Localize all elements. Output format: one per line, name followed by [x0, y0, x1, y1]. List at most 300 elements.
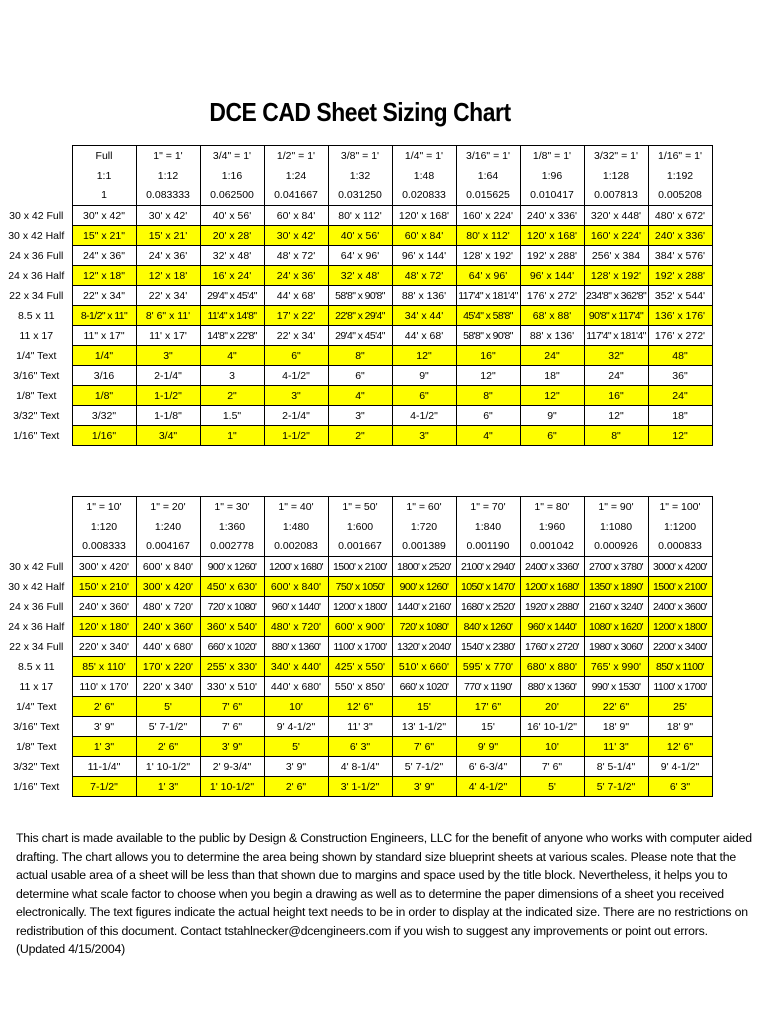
scale-header-cell: 0.002083 [264, 537, 328, 557]
scale-header-cell: 1:24 [264, 166, 328, 186]
table-cell: 8" [328, 346, 392, 366]
table-cell: 1920' x 2880' [520, 597, 584, 617]
scale-header-cell: 1:840 [456, 517, 520, 537]
table-cell: 30' x 42' [264, 226, 328, 246]
table-cell: 3" [392, 426, 456, 446]
table-cell: 8' 5-1/4" [584, 757, 648, 777]
table-cell: 11" x 17" [72, 326, 136, 346]
table-cell: 1100' x 1700' [328, 637, 392, 657]
table-cell: 1' 10-1/2" [200, 777, 264, 797]
table-cell: 2-1/4" [264, 406, 328, 426]
chart-title: DCE CAD Sheet Sizing Chart [209, 97, 511, 127]
scale-header-cell: 0.010417 [520, 186, 584, 206]
row-label: 8.5 x 11 [17, 660, 55, 673]
scale-header-cell: 0.008333 [72, 537, 136, 557]
table-cell: 128' x 192' [584, 266, 648, 286]
row-label: 3/32" Text [13, 760, 60, 773]
table-row [3, 226, 712, 246]
scale-header-cell: 0.031250 [328, 186, 392, 206]
table-cell: 1080' x 1620' [584, 617, 648, 637]
table-cell: 1500' x 2100' [648, 577, 712, 597]
table-cell: 17' x 22' [264, 306, 328, 326]
table-cell: 480' x 720' [264, 617, 328, 637]
table-cell: 1" [200, 426, 264, 446]
scale-header-cell: 3/16" = 1' [456, 146, 520, 166]
table-cell: 18' 9" [584, 717, 648, 737]
table-cell: 1200' x 1680' [264, 557, 328, 577]
scale-header-cell: 1 [72, 186, 136, 206]
table-cell: 6" [264, 346, 328, 366]
table-cell: 22" x 34" [72, 286, 136, 306]
scale-header-cell: 0.007813 [584, 186, 648, 206]
scale-header-cell: 1/16" = 1' [648, 146, 712, 166]
table-cell: 64' x 96' [328, 246, 392, 266]
table-cell: 1050' x 1470' [456, 577, 520, 597]
table-cell: 320' x 448' [584, 206, 648, 226]
table-cell: 240' x 336' [520, 206, 584, 226]
scale-header-cell: 1" = 80' [520, 497, 584, 517]
scale-header-cell: 1/2" = 1' [264, 146, 328, 166]
table-cell: 4" [328, 386, 392, 406]
table-row [3, 286, 712, 306]
scale-header-cell: Full [72, 146, 136, 166]
table-cell: 24" [648, 386, 712, 406]
table-cell: 15' x 21' [136, 226, 200, 246]
table-cell: 1/4" [72, 346, 136, 366]
scale-header-cell: 1:1200 [648, 517, 712, 537]
table-cell: 480' x 672' [648, 206, 712, 226]
table-cell: 16' 10-1/2" [520, 717, 584, 737]
table-cell: 44' x 68' [264, 286, 328, 306]
table-cell: 3' 9" [264, 757, 328, 777]
scale-header-cell: 1:96 [520, 166, 584, 186]
table-cell: 1200' x 1800' [648, 617, 712, 637]
table-cell: 1' 3" [72, 737, 136, 757]
header-spacer [3, 146, 72, 166]
table-cell: 96' x 144' [520, 266, 584, 286]
table-cell: 120' x 168' [392, 206, 456, 226]
sizing-table-engineering [3, 496, 713, 797]
table-cell: 12" x 18" [72, 266, 136, 286]
scale-header-cell: 1" = 30' [200, 497, 264, 517]
table-cell: 240' x 360' [72, 597, 136, 617]
table-cell: 5' [136, 697, 200, 717]
table-cell: 2" [328, 426, 392, 446]
table-cell: 40' x 56' [328, 226, 392, 246]
table-cell: 1320' x 2040' [392, 637, 456, 657]
table-row [3, 777, 712, 797]
table-cell: 360' x 540' [200, 617, 264, 637]
table-cell: 3/32" [72, 406, 136, 426]
table-cell: 136' x 176' [648, 306, 712, 326]
table-row [3, 346, 712, 366]
row-label: 1/4" Text [16, 349, 57, 362]
row-label: 30 x 42 Full [9, 209, 64, 222]
header-spacer [3, 497, 72, 517]
table-cell: 117'4" x 181'4" [584, 326, 648, 346]
scale-header-cell: 1:1080 [584, 517, 648, 537]
table-cell: 2" [200, 386, 264, 406]
table-cell: 440' x 680' [136, 637, 200, 657]
table-cell: 17' 6" [456, 697, 520, 717]
row-label: 22 x 34 Full [9, 289, 64, 302]
table-cell: 9' 4-1/2" [648, 757, 712, 777]
table-cell: 900' x 1260' [200, 557, 264, 577]
table-cell: 1-1/2" [264, 426, 328, 446]
scale-header-cell: 1:1 [72, 166, 136, 186]
table-cell: 7-1/2" [72, 777, 136, 797]
table-cell: 1200' x 1680' [520, 577, 584, 597]
table-cell: 192' x 288' [648, 266, 712, 286]
scale-header-cell: 0.000926 [584, 537, 648, 557]
row-label: 1/8" Text [16, 740, 57, 753]
table-cell: 12' 6" [648, 737, 712, 757]
row-label: 1/16" Text [13, 429, 60, 442]
scale-header-cell: 1" = 60' [392, 497, 456, 517]
row-label: 1/16" Text [13, 780, 60, 793]
row-label: 3/16" Text [13, 720, 60, 733]
table-cell: 16' x 24' [200, 266, 264, 286]
table-cell: 90'8" x 117'4" [584, 306, 648, 326]
table-row [3, 757, 712, 777]
table-cell: 36" [648, 366, 712, 386]
header-spacer [3, 537, 72, 557]
table-row [3, 266, 712, 286]
table-cell: 12' x 18' [136, 266, 200, 286]
scale-header-cell: 1:600 [328, 517, 392, 537]
scale-header-cell: 1" = 20' [136, 497, 200, 517]
table-row [3, 306, 712, 326]
table-cell: 22'8" x 29'4" [328, 306, 392, 326]
row-label: 3/32" Text [13, 409, 60, 422]
table-cell: 11'4" x 14'8" [200, 306, 264, 326]
table-cell: 160' x 224' [456, 206, 520, 226]
table-cell: 170' x 220' [136, 657, 200, 677]
table-cell: 4-1/2" [392, 406, 456, 426]
table-cell: 425' x 550' [328, 657, 392, 677]
scale-header-cell: 1:960 [520, 517, 584, 537]
table-cell: 550' x 850' [328, 677, 392, 697]
table-row [3, 386, 712, 406]
table-cell: 750' x 1050' [328, 577, 392, 597]
table-cell: 11' 3" [328, 717, 392, 737]
table-cell: 680' x 880' [520, 657, 584, 677]
table-cell: 48' x 72' [264, 246, 328, 266]
table-cell: 1/16" [72, 426, 136, 446]
scale-header-cell: 1:64 [456, 166, 520, 186]
table-cell: 16" [456, 346, 520, 366]
table-row [3, 206, 712, 226]
table-cell: 1200' x 1800' [328, 597, 392, 617]
scale-header-cell: 3/8" = 1' [328, 146, 392, 166]
table-cell: 4' 8-1/4" [328, 757, 392, 777]
table-cell: 3' 9" [392, 777, 456, 797]
table-cell: 22' x 34' [136, 286, 200, 306]
scale-header-cell: 1" = 90' [584, 497, 648, 517]
table-cell: 30' x 42' [136, 206, 200, 226]
table-cell: 13' 1-1/2" [392, 717, 456, 737]
table-cell: 1440' x 2160' [392, 597, 456, 617]
row-label: 22 x 34 Full [9, 640, 64, 653]
scale-header-cell: 0.001190 [456, 537, 520, 557]
table-cell: 24" [584, 366, 648, 386]
scale-header-cell: 0.062500 [200, 186, 264, 206]
table-cell: 120' x 180' [72, 617, 136, 637]
table-cell: 64' x 96' [456, 266, 520, 286]
table-row [3, 617, 712, 637]
table-cell: 18' 9" [648, 717, 712, 737]
table-cell: 2' 6" [136, 737, 200, 757]
table-cell: 4" [456, 426, 520, 446]
row-label: 1/4" Text [16, 700, 57, 713]
table-cell: 120' x 168' [520, 226, 584, 246]
table-cell: 6" [456, 406, 520, 426]
scale-header-cell: 0.005208 [648, 186, 712, 206]
table-cell: 11' 3" [584, 737, 648, 757]
table-row [3, 406, 712, 426]
table-cell: 1350' x 1890' [584, 577, 648, 597]
table-cell: 68' x 88' [520, 306, 584, 326]
table-cell: 5' [520, 777, 584, 797]
table-cell: 24" x 36" [72, 246, 136, 266]
row-label: 1/8" Text [16, 389, 57, 402]
scale-header-cell: 0.001389 [392, 537, 456, 557]
table-cell: 88' x 136' [520, 326, 584, 346]
scale-header-cell: 1:120 [72, 517, 136, 537]
scale-header-cell: 1" = 10' [72, 497, 136, 517]
table-row [3, 366, 712, 386]
scale-header-cell: 1" = 1' [136, 146, 200, 166]
header-row [3, 537, 712, 557]
header-spacer [3, 186, 72, 206]
table-cell: 765' x 990' [584, 657, 648, 677]
scale-header-cell: 1" = 70' [456, 497, 520, 517]
table-cell: 1760' x 2720' [520, 637, 584, 657]
table-cell: 9' 4-1/2" [264, 717, 328, 737]
table-cell: 7' 6" [392, 737, 456, 757]
table-cell: 3" [264, 386, 328, 406]
table-cell: 450' x 630' [200, 577, 264, 597]
table-cell: 600' x 840' [264, 577, 328, 597]
scale-header-cell: 1:240 [136, 517, 200, 537]
row-label: 24 x 36 Full [9, 249, 64, 262]
row-label: 24 x 36 Half [8, 620, 65, 633]
table-cell: 176' x 272' [648, 326, 712, 346]
table-cell: 96' x 144' [392, 246, 456, 266]
table-cell: 2' 6" [72, 697, 136, 717]
table-cell: 240' x 336' [648, 226, 712, 246]
scale-header-cell: 1:16 [200, 166, 264, 186]
table-cell: 32" [584, 346, 648, 366]
table-cell: 1100' x 1700' [648, 677, 712, 697]
table-cell: 3' 1-1/2" [328, 777, 392, 797]
table-cell: 12' 6" [328, 697, 392, 717]
table-cell: 10' [264, 697, 328, 717]
scale-header-cell: 1:360 [200, 517, 264, 537]
scale-header-cell: 0.041667 [264, 186, 328, 206]
header-row [3, 497, 712, 517]
table-cell: 255' x 330' [200, 657, 264, 677]
table-row [3, 717, 712, 737]
table-cell: 24' x 36' [136, 246, 200, 266]
scale-header-cell: 1" = 50' [328, 497, 392, 517]
table-cell: 117'4" x 181'4" [456, 286, 520, 306]
table-cell: 4-1/2" [264, 366, 328, 386]
table-row [3, 637, 712, 657]
table-cell: 10' [520, 737, 584, 757]
scale-header-cell: 1" = 100' [648, 497, 712, 517]
table-cell: 29'4" x 45'4" [200, 286, 264, 306]
table-cell: 7' 6" [520, 757, 584, 777]
table-cell: 900' x 1260' [392, 577, 456, 597]
table-cell: 3' 9" [200, 737, 264, 757]
table-cell: 11' x 17' [136, 326, 200, 346]
table-cell: 15" x 21" [72, 226, 136, 246]
table-cell: 1680' x 2520' [456, 597, 520, 617]
table-cell: 600' x 840' [136, 557, 200, 577]
table-cell: 720' x 1080' [200, 597, 264, 617]
table-cell: 600' x 900' [328, 617, 392, 637]
table-cell: 34' x 44' [392, 306, 456, 326]
table-cell: 1500' x 2100' [328, 557, 392, 577]
table-cell: 1980' x 3060' [584, 637, 648, 657]
table-cell: 660' x 1020' [392, 677, 456, 697]
table-cell: 220' x 340' [72, 637, 136, 657]
scale-header-cell: 1:192 [648, 166, 712, 186]
table-cell: 220' x 340' [136, 677, 200, 697]
table-cell: 5' 7-1/2" [584, 777, 648, 797]
table-cell: 3" [136, 346, 200, 366]
table-cell: 30" x 42" [72, 206, 136, 226]
header-row [3, 517, 712, 537]
table-cell: 1-1/2" [136, 386, 200, 406]
scale-header-cell: 1:12 [136, 166, 200, 186]
table-cell: 80' x 112' [456, 226, 520, 246]
row-label: 30 x 42 Full [9, 560, 64, 573]
table-cell: 88' x 136' [392, 286, 456, 306]
table-cell: 6" [520, 426, 584, 446]
table-cell: 3' 9" [72, 717, 136, 737]
row-label: 24 x 36 Full [9, 600, 64, 613]
table-cell: 15' [456, 717, 520, 737]
table-cell: 840' x 1260' [456, 617, 520, 637]
table-cell: 176' x 272' [520, 286, 584, 306]
table-row [3, 426, 712, 446]
table-cell: 9" [520, 406, 584, 426]
table-cell: 770' x 1190' [456, 677, 520, 697]
table-cell: 58'8" x 90'8" [328, 286, 392, 306]
table-cell: 40' x 56' [200, 206, 264, 226]
table-cell: 8" [584, 426, 648, 446]
row-label: 8.5 x 11 [17, 309, 55, 322]
table-cell: 32' x 48' [200, 246, 264, 266]
table-cell: 150' x 210' [72, 577, 136, 597]
table-cell: 990' x 1530' [584, 677, 648, 697]
row-label: 24 x 36 Half [8, 269, 65, 282]
table-cell: 5' 7-1/2" [392, 757, 456, 777]
table-cell: 480' x 720' [136, 597, 200, 617]
header-spacer [3, 166, 72, 186]
table-cell: 22' x 34' [264, 326, 328, 346]
table-row [3, 677, 712, 697]
table-cell: 960' x 1440' [264, 597, 328, 617]
table-cell: 9' 9" [456, 737, 520, 757]
table-cell: 25' [648, 697, 712, 717]
table-cell: 192' x 288' [520, 246, 584, 266]
table-cell: 234'8" x 362'8" [584, 286, 648, 306]
scale-header-cell: 0.020833 [392, 186, 456, 206]
row-label: 30 x 42 Half [8, 580, 65, 593]
table-cell: 352' x 544' [648, 286, 712, 306]
table-cell: 9" [392, 366, 456, 386]
table-cell: 7' 6" [200, 717, 264, 737]
scale-header-cell: 1:128 [584, 166, 648, 186]
table-cell: 510' x 660' [392, 657, 456, 677]
scale-header-cell: 3/32" = 1' [584, 146, 648, 166]
table-cell: 1' 10-1/2" [136, 757, 200, 777]
header-row [3, 186, 712, 206]
table-cell: 2400' x 3600' [648, 597, 712, 617]
table-row [3, 597, 712, 617]
scale-header-cell: 0.004167 [136, 537, 200, 557]
table-row [3, 557, 712, 577]
table-cell: 2700' x 3780' [584, 557, 648, 577]
scale-header-cell: 1:720 [392, 517, 456, 537]
table-row [3, 697, 712, 717]
scale-header-cell: 1:48 [392, 166, 456, 186]
table-cell: 300' x 420' [136, 577, 200, 597]
table-cell: 16" [584, 386, 648, 406]
table-cell: 60' x 84' [264, 206, 328, 226]
scale-header-cell: 0.000833 [648, 537, 712, 557]
table-cell: 12" [648, 426, 712, 446]
table-cell: 110' x 170' [72, 677, 136, 697]
table-cell: 3/4" [136, 426, 200, 446]
table-cell: 2160' x 3240' [584, 597, 648, 617]
sizing-table-architectural [3, 145, 713, 446]
scale-header-cell: 1" = 40' [264, 497, 328, 517]
table-cell: 8" [456, 386, 520, 406]
table-cell: 12" [456, 366, 520, 386]
table-cell: 240' x 360' [136, 617, 200, 637]
table-cell: 60' x 84' [392, 226, 456, 246]
table-cell: 1' 3" [136, 777, 200, 797]
table-cell: 32' x 48' [328, 266, 392, 286]
table-cell: 20' [520, 697, 584, 717]
table-cell: 4" [200, 346, 264, 366]
table-cell: 5' [264, 737, 328, 757]
table-cell: 880' x 1360' [520, 677, 584, 697]
row-label: 11 x 17 [19, 680, 54, 693]
table-cell: 29'4" x 45'4" [328, 326, 392, 346]
table-cell: 7' 6" [200, 697, 264, 717]
table-cell: 128' x 192' [456, 246, 520, 266]
table-cell: 2-1/4" [136, 366, 200, 386]
table-cell: 12" [392, 346, 456, 366]
scale-header-cell: 0.002778 [200, 537, 264, 557]
header-row [3, 166, 712, 186]
table-row [3, 326, 712, 346]
row-label: 11 x 17 [19, 329, 54, 342]
table-cell: 2' 9-3/4" [200, 757, 264, 777]
table-row [3, 657, 712, 677]
table-cell: 330' x 510' [200, 677, 264, 697]
table-cell: 15' [392, 697, 456, 717]
table-cell: 48" [648, 346, 712, 366]
table-cell: 850' x 1100' [648, 657, 712, 677]
table-cell: 48' x 72' [392, 266, 456, 286]
table-row [3, 246, 712, 266]
